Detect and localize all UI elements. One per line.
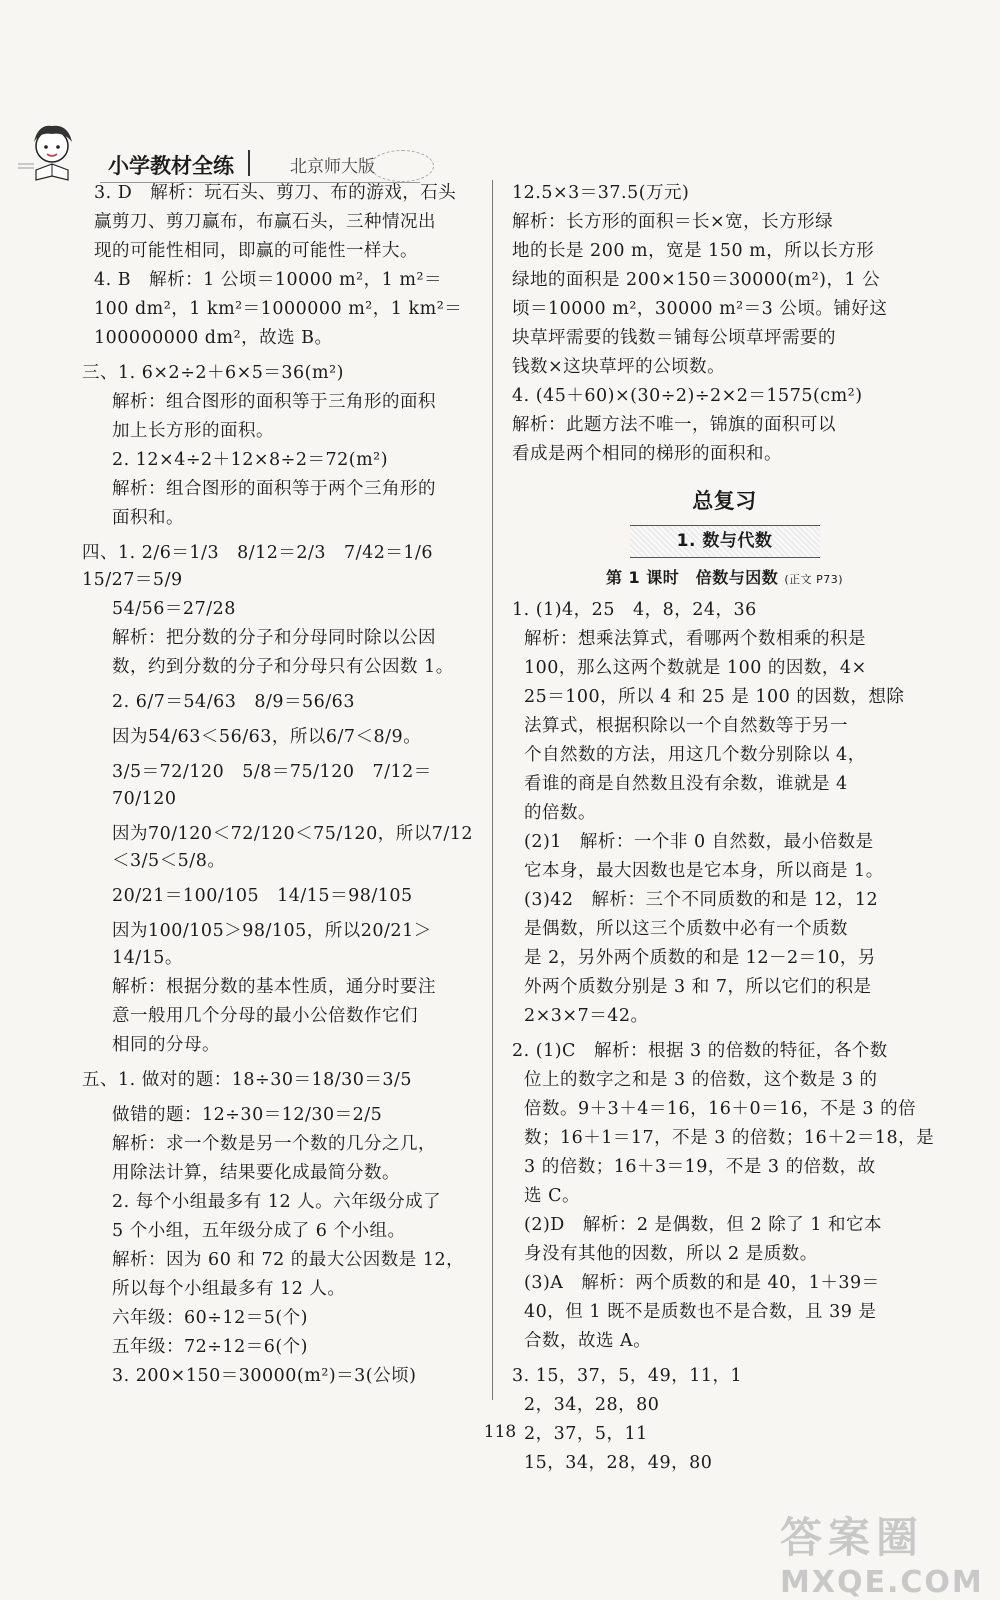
answer-line: 的倍数。 (524, 803, 596, 823)
answer-line: 解析：把分数的分子和分母同时除以公因 (112, 628, 436, 648)
answer-line: (3)A 解析：两个质数的和是 40，1＋39＝ (524, 1273, 880, 1293)
answer-line: 40，但 1 既不是质数也不是合数，且 39 是 (524, 1302, 877, 1322)
answer-line: 位上的数字之和是 3 的倍数，这个数是 3 的 (524, 1070, 878, 1090)
answer-line: 100000000 dm²，故选 B。 (94, 328, 333, 348)
subsection-title: 1. 数与代数 (630, 525, 820, 558)
answer-line: (2)D 解析：2 是偶数，但 2 除了 1 和它本 (524, 1215, 883, 1235)
answer-line: 用除法计算，结果要化成最简分数。 (112, 1163, 400, 1183)
answer-line: 4. B 解析：1 公顷＝10000 m²，1 m²＝ (94, 270, 442, 290)
answer-line: 解析：组合图形的面积等于三角形的面积 (112, 392, 436, 412)
answer-line: 3. 200×150＝30000(m²)＝3(公顷) (112, 1366, 417, 1386)
answer-line: 是 2，另外两个质数的和是 12－2＝10，另 (524, 948, 876, 968)
header-divider (248, 150, 250, 176)
section-title: 总复习 (692, 489, 757, 513)
answer-line: 解析：根据分数的基本性质，通分时要注 (112, 977, 436, 997)
answer-line: 5 个小组，五年级分成了 6 个小组。 (112, 1221, 406, 1241)
column-divider (492, 180, 493, 1400)
answer-line: 数，约到分数的分子和分母只有公因数 1。 (112, 657, 454, 677)
answer-line: 是偶数，所以这三个质数中必有一个质数 (524, 919, 848, 939)
answer-line: 解析：因为 60 和 72 的最大公因数是 12， (112, 1250, 465, 1270)
answer-line: 25＝100，所以 4 和 25 是 100 的因数，想除 (524, 687, 905, 707)
answer-line: 100，那么这两个数就是 100 的因数，4× (524, 658, 867, 678)
answer-line: 2. 12×4÷2＋12×8÷2＝72(m²) (112, 450, 389, 470)
lesson-name: 第 1 课时 倍数与因数 (605, 568, 779, 587)
answer-line: (3)42 解析：三个不同质数的和是 12，12 (524, 890, 879, 910)
answer-line: 五年级：72÷12＝6(个) (112, 1337, 308, 1357)
answer-line: 2. 每个小组最多有 12 人。六年级分成了 (112, 1192, 442, 1212)
answer-line: 选 C。 (524, 1186, 580, 1206)
answer-line: 2，34，28，80 (524, 1395, 660, 1415)
answer-line: 15，34，28，49，80 (524, 1453, 713, 1473)
answer-line: 做错的题：12÷30＝12/30＝2/5 (112, 1105, 383, 1125)
answer-line: 看谁的商是自然数且没有余数，谁就是 4 (524, 774, 848, 794)
answer-line: 倍数。9＋3＋4＝16，16＋0＝16，不是 3 的倍 (524, 1099, 917, 1119)
answer-line: 解析：组合图形的面积等于两个三角形的 (112, 479, 436, 499)
answer-line: 解析：长方形的面积＝长×宽，长方形绿 (512, 212, 834, 232)
watermark-url: MXQE.COM (780, 1565, 984, 1600)
stamp-icon (370, 150, 434, 182)
answer-line: 六年级：60÷12＝5(个) (112, 1308, 308, 1328)
answer-line: 3 的倍数；16＋3＝19，不是 3 的倍数，故 (524, 1157, 876, 1177)
answer-line: 外两个质数分别是 3 和 7，所以它们的积是 (524, 977, 872, 997)
answer-line: 个自然数的方法，用这几个数分别除以 4， (524, 745, 866, 765)
answer-line: 法算式，根据积除以一个自然数等于另一 (524, 716, 848, 736)
answer-line: 2. (1)C 解析：根据 3 的倍数的特征，各个数 (512, 1041, 888, 1061)
answer-line: 所以每个小组最多有 12 人。 (112, 1279, 346, 1299)
right-column (512, 180, 937, 1479)
answer-line: 面积和。 (112, 508, 184, 528)
edition-label: 北京师大版 (290, 157, 375, 177)
answer-line: 20/21＝100/105 14/15＝98/105 (112, 886, 413, 906)
answer-line: 1. (1)4，25 4，8，24，36 (512, 600, 757, 620)
answer-line: 解析：想乘法算式，看哪两个数相乘的积是 (524, 629, 866, 649)
answer-line: 3/5＝72/120 5/8＝75/120 7/12＝70/120 (112, 762, 432, 809)
answer-line: 3. 15，37，5，49，11，1 (512, 1366, 743, 1386)
watermark-logo (780, 1505, 984, 1600)
brand-title: 小学教材全练 (108, 154, 234, 178)
answer-line: 绿地的面积是 200×150＝30000(m²)，1 公 (512, 270, 881, 290)
answer-line: (2)1 解析：一个非 0 自然数，最小倍数是 (524, 832, 874, 852)
lesson-title (512, 564, 937, 593)
answer-line: 顷＝10000 m²，30000 m²＝3 公顷。铺好这 (512, 299, 888, 319)
answer-line: 54/56＝27/28 (112, 599, 236, 619)
answer-line: 3. D 解析：玩石头、剪刀、布的游戏，石头 (94, 183, 457, 203)
girl-reading-logo-icon (18, 120, 88, 186)
answer-line: 三、1. 6×2÷2＋6×5＝36(m²) (82, 363, 344, 383)
answer-line: 2，37，5，11 (524, 1424, 648, 1444)
watermark-title: 答案圈 (780, 1513, 925, 1562)
answer-line: 它本身，最大因数也是它本身，所以商是 1。 (524, 861, 884, 881)
answer-line: 12.5×3＝37.5(万元) (512, 183, 690, 203)
answer-line: 100 dm²，1 km²＝1000000 m²，1 km²＝ (94, 299, 463, 319)
left-column (82, 180, 482, 1392)
answer-line: 赢剪刀、剪刀赢布，布赢石头，三种情况出 (94, 212, 436, 232)
answer-line: 块草坪需要的钱数＝铺每公顷草坪需要的 (512, 328, 836, 348)
page-number: 118 (483, 1422, 517, 1442)
answer-line: 四、1. 2/6＝1/3 8/12＝2/3 7/42＝1/6 15/27＝5/9 (82, 543, 452, 590)
answer-line: 因为70/120＜72/120＜75/120，所以7/12＜3/5＜5/8。 (112, 824, 473, 871)
answer-line: 相同的分母。 (112, 1035, 220, 1055)
answer-line: 意一般用几个分母的最小公倍数作它们 (112, 1006, 418, 1026)
answer-line: 钱数×这块草坪的公顷数。 (512, 357, 726, 377)
answer-line: 解析：求一个数是另一个数的几分之几， (112, 1134, 436, 1154)
lesson-ref: (正文 P73) (784, 573, 844, 586)
answer-line: 2. 6/7＝54/63 8/9＝56/63 (112, 692, 355, 712)
answer-line: 现的可能性相同，即赢的可能性一样大。 (94, 241, 418, 261)
answer-line: 因为54/63＜56/63，所以6/7＜8/9。 (112, 727, 422, 747)
answer-line: 2×3×7＝42。 (524, 1006, 649, 1026)
answer-line: 看成是两个相同的梯形的面积和。 (512, 444, 782, 464)
answer-line: 五、1. 做对的题：18÷30＝18/30＝3/5 (82, 1070, 413, 1090)
answer-line: 4. (45＋60)×(30÷2)÷2×2＝1575(cm²) (512, 386, 863, 406)
answer-line: 地的长是 200 m，宽是 150 m，所以长方形 (512, 241, 875, 261)
answer-line: 加上长方形的面积。 (112, 421, 274, 441)
answer-line: 合数，故选 A。 (524, 1331, 652, 1351)
answer-line: 数；16＋1＝17，不是 3 的倍数；16＋2＝18，是 (524, 1128, 935, 1148)
answer-line: 身没有其他的因数，所以 2 是质数。 (524, 1244, 818, 1264)
answer-line: 解析：此题方法不唯一，锦旗的面积可以 (512, 415, 836, 435)
answer-line: 因为100/105＞98/105，所以20/21＞14/15。 (112, 921, 432, 968)
